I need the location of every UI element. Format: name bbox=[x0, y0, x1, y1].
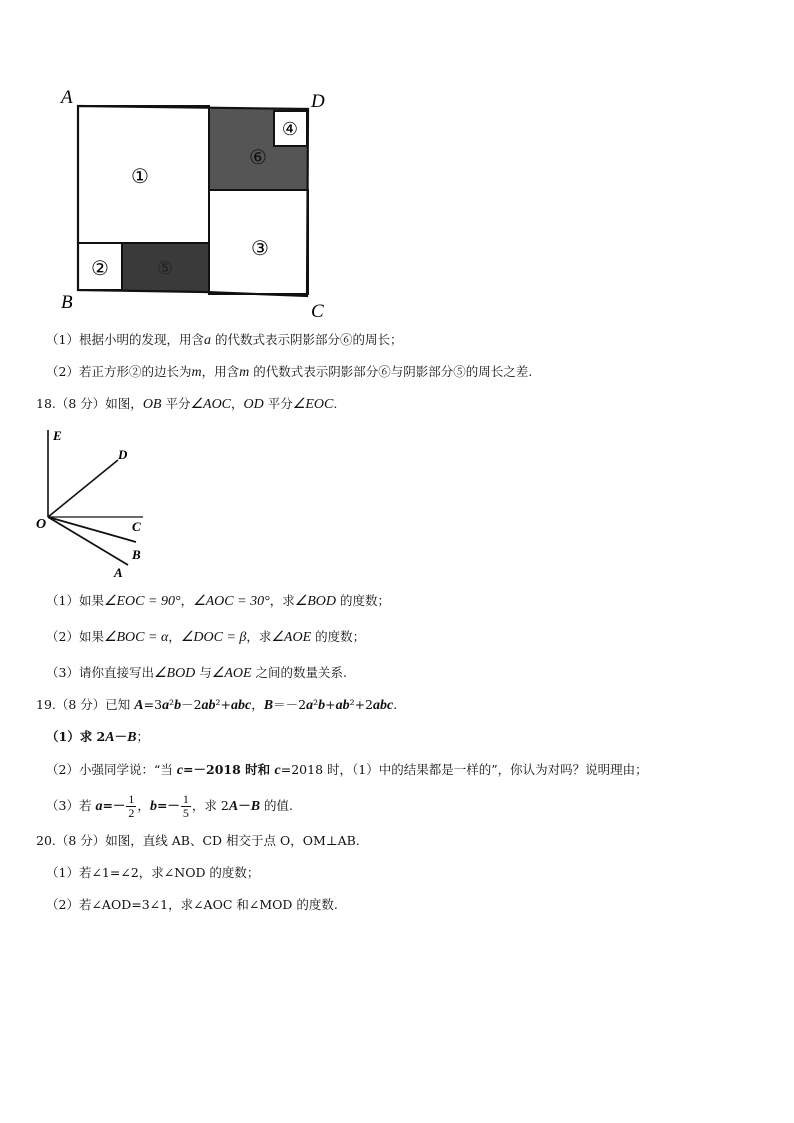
q18-part-1: （1）如果∠EOC = 90°，∠AOC = 30°，求∠BOD 的度数； bbox=[46, 593, 391, 609]
point-O: O bbox=[36, 517, 47, 532]
vertex-C: C bbox=[311, 301, 324, 322]
ray-OA bbox=[48, 517, 128, 565]
label-2: ② bbox=[91, 258, 109, 280]
vertex-A: A bbox=[61, 87, 73, 108]
point-E: E bbox=[53, 428, 62, 443]
label-4: ④ bbox=[281, 119, 299, 139]
label-1: ① bbox=[131, 166, 149, 188]
ray-OD bbox=[48, 460, 118, 517]
fraction-b: $\frac{1}{5}$ bbox=[182, 792, 189, 820]
q19-heading: 19.（8 分）已知 A=3a²b－2ab²+abc，B＝－2a²b+ab²+2abc. bbox=[36, 697, 398, 713]
q20-heading: 20.（8 分）如图，直线 AB、CD 相交于点 O，OM⊥AB. bbox=[36, 833, 360, 848]
q17-part-2: （2）若正方形②的边长为m，用含m 的代数式表示阴影部分⑥与阴影部分⑤的周长之差. bbox=[46, 364, 533, 380]
ray-OB bbox=[48, 517, 136, 542]
q18-part-3: （3）请你直接写出∠BOD 与∠AOE 之间的数量关系. bbox=[46, 665, 347, 681]
label-6: ⑥ bbox=[249, 147, 267, 169]
q19-part-1: （1）求 2A－B； bbox=[46, 729, 149, 745]
point-A: A bbox=[114, 565, 123, 580]
angle-figure bbox=[36, 422, 166, 582]
rectangle-figure bbox=[55, 85, 345, 325]
point-C: C bbox=[132, 519, 141, 534]
q20-part-2: （2）若∠AOD=3∠1，求∠AOC 和∠MOD 的度数. bbox=[46, 897, 338, 912]
q18-heading: 18.（8 分）如图，OB 平分∠AOC，OD 平分∠EOC. bbox=[36, 396, 338, 412]
q19-part-2: （2）小强同学说：“当 c=－2018 时和 c=2018 时，（1）中的结果都是一样的”，你认为对吗？说明理由； bbox=[46, 762, 648, 778]
q18-part-2: （2）如果∠BOC = α，∠DOC = β，求∠AOE 的度数； bbox=[46, 629, 366, 645]
fraction-a: $\frac{1}{2}$ bbox=[128, 792, 135, 820]
q17-part-1: （1）根据小明的发现，用含a 的代数式表示阴影部分⑥的周长； bbox=[46, 332, 403, 348]
label-3: ③ bbox=[251, 238, 269, 260]
vertex-B: B bbox=[61, 292, 73, 313]
label-5: ⑤ bbox=[156, 258, 174, 278]
q20-part-1: （1）若∠1=∠2，求∠NOD 的度数； bbox=[46, 865, 260, 880]
vertex-D: D bbox=[311, 91, 325, 112]
point-B: B bbox=[132, 547, 141, 562]
q19-part-3: （3）若 a=－ $\frac{1}{2}$ ，b=－ $\frac{1}{5}$ ，求 2A－B 的值. bbox=[46, 792, 294, 820]
point-D: D bbox=[118, 447, 128, 462]
